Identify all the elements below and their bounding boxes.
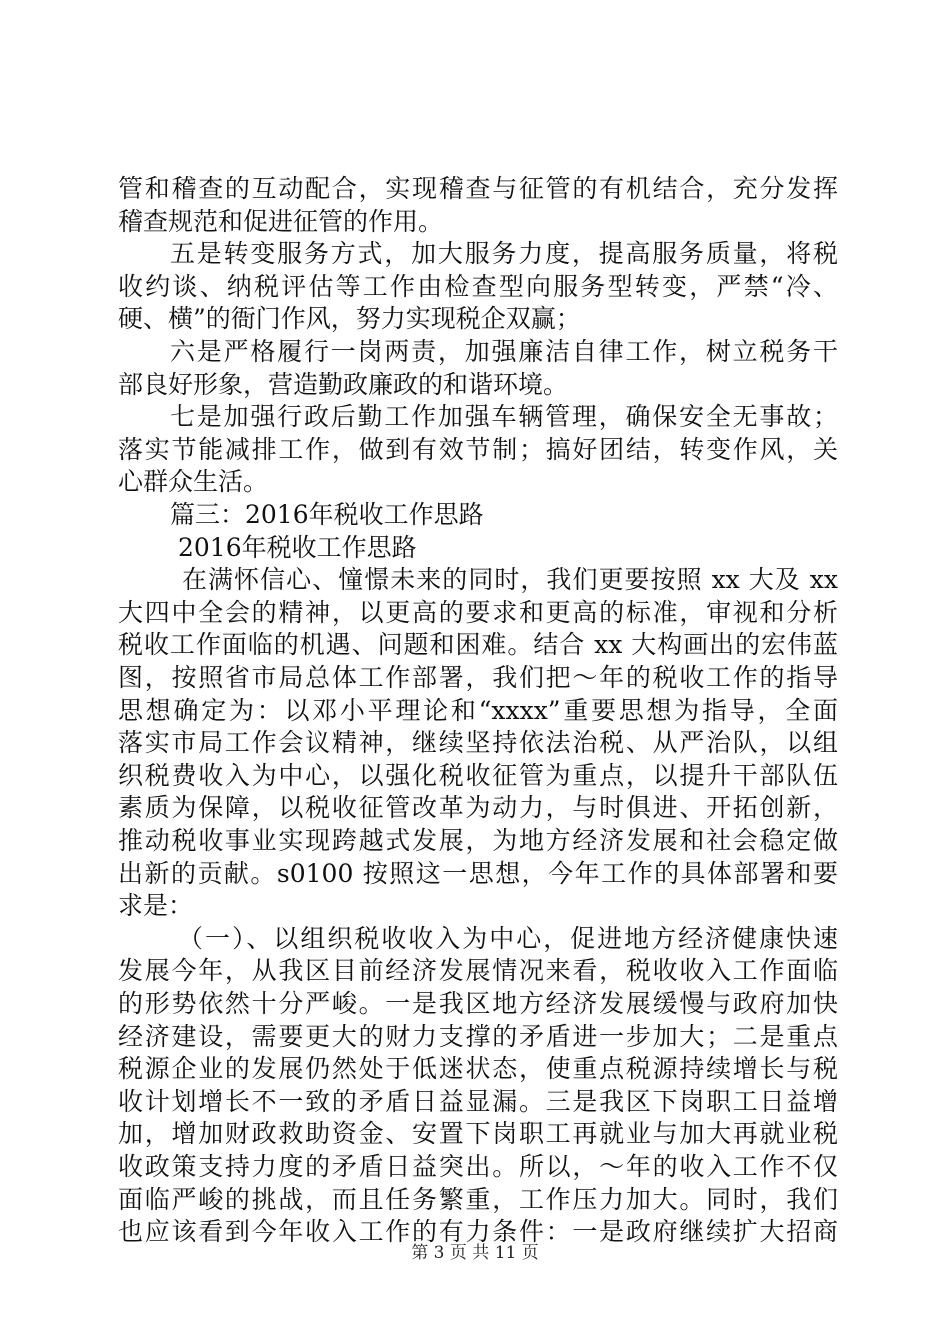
text-line: 发展今年，从我区目前经济发展情况来看，税收收入工作面临 [118,956,838,986]
text-line: 落实市局工作会议精神，继续坚持依法治税、从严治队，以组 [118,728,838,758]
text-line: 大四中全会的精神，以更高的要求和更高的标准，审视和分析 [118,597,838,627]
text-line: 图，按照省市局总体工作部署，我们把～年的税收工作的指导 [118,663,838,692]
text-line: 思想确定为：以邓小平理论和“xxxx”重要思想为指导，全面 [118,695,838,725]
text-line: （一）、以组织税收收入为中心，促进地方经济健康快速 [178,923,838,953]
text-line: 求是： [118,891,194,921]
text-line: 加，增加财政救助资金、安置下岗职工再就业与加大再就业税 [118,1119,838,1149]
text-line: 心群众生活。 [118,467,269,497]
text-line: 稽查规范和促进征管的作用。 [118,206,444,236]
text-line: 收计划增长不一致的矛盾日益显漏。三是我区下岗职工日益增 [118,1086,838,1116]
text-line: 素质为保障，以税收征管改革为动力，与时俱进、开拓创新， [118,793,838,823]
section-heading: 篇三：2016年税收工作思路 [170,500,484,529]
text-line: 管和稽查的互动配合，实现稽查与征管的有机结合，充分发挥 [118,174,838,203]
text-line: 税源企业的发展仍然处于低迷状态，使重点税源持续增长与税 [118,1054,838,1084]
text-line: 部良好形象，营造勤政廉政的和谐环境。 [118,369,569,399]
text-line: 硬、横”的衙门作风，努力实现税企双赢； [118,304,581,334]
text-line: 收政策支持力度的矛盾日益突出。所以，～年的收入工作不仅 [118,1152,838,1181]
text-line: 织税费收入为中心，以强化税收征管为重点，以提升干部队伍 [118,760,838,790]
text-line: 七是加强行政后勤工作加强车辆管理，确保安全无事故； [170,402,838,432]
article-title: 2016年税收工作思路 [178,532,417,562]
text-line: 税收工作面临的机遇、问题和困难。结合 xx 大构画出的宏伟蓝 [118,630,838,660]
text-line: 推动税收事业实现跨越式发展，为地方经济发展和社会稳定做 [118,826,838,855]
text-line: 出新的贡献。s0100 按照这一思想，今年工作的具体部署和要 [118,858,838,888]
text-line: 落实节能减排工作，做到有效节制；搞好团结，转变作风，关 [118,434,838,464]
text-line: 的形势依然十分严峻。一是我区地方经济发展缓慢与政府加快 [118,989,838,1018]
page-footer: 第 3 页 共 11 页 [411,1243,539,1263]
text-line: 也应该看到今年收入工作的有力条件：一是政府继续扩大招商 [118,1217,838,1247]
text-line: 五是转变服务方式，加大服务力度，提高服务质量，将税 [170,239,838,269]
text-line: 六是严格履行一岗两责，加强廉洁自律工作，树立税务干 [170,337,838,366]
text-line: 经济建设，需要更大的财力支撑的矛盾进一步加大；二是重点 [118,1021,838,1051]
text-line: 面临严峻的挑战，而且任务繁重，工作压力加大。同时，我们 [118,1184,838,1214]
text-line: 在满怀信心、憧憬未来的同时，我们更要按照 xx 大及 xx [182,565,838,595]
text-line: 收约谈、纳税评估等工作由检查型向服务型转变，严禁“冷、 [118,271,838,301]
